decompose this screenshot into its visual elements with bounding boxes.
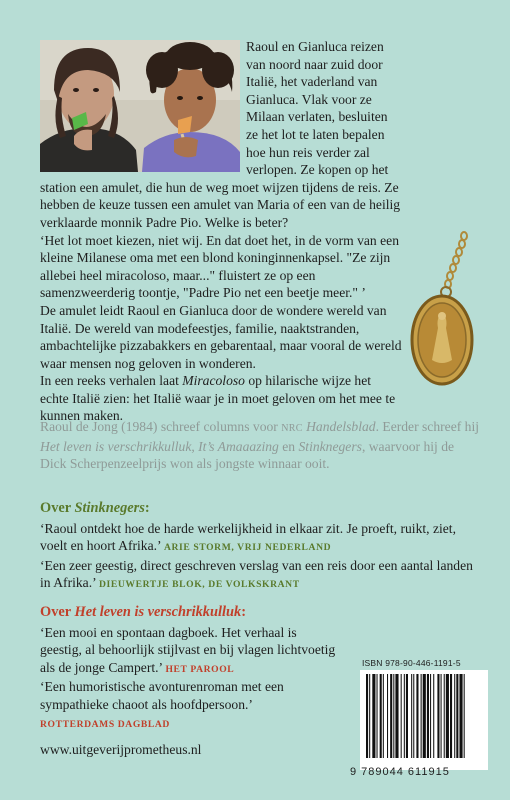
review-source: DIEUWERTJE BLOK, DE VOLKSKRANT	[99, 579, 300, 591]
author-bio-nrc: NRC	[281, 423, 303, 434]
barcode-bar	[366, 674, 368, 758]
review-title-book: Het leven is verschrikkulluk	[74, 604, 242, 620]
review-quote-3	[40, 624, 340, 679]
barcode-bar	[387, 674, 388, 758]
barcode-bar	[411, 674, 412, 758]
blurb-p4-italic: Miracoloso	[182, 373, 245, 389]
barcode-bar	[427, 674, 429, 758]
barcode-bar	[459, 674, 462, 758]
barcode-icon	[360, 670, 488, 766]
author-bio-handelsblad: Handelsblad	[302, 419, 376, 434]
barcode-bar	[430, 674, 431, 758]
author-bio-book-2: It’s Amaaazing	[198, 438, 279, 454]
review-title-suffix: :	[241, 604, 246, 620]
photo-spacer	[40, 38, 246, 174]
review-quote-4	[40, 678, 340, 713]
barcode-bar	[393, 674, 394, 758]
barcode-bar	[372, 674, 375, 758]
barcode-bar	[390, 674, 392, 758]
review-quote-text: ‘Een mooi en spontaan dagboek. Het verhaal is geestig, al behoorlijk stijlvast en bij vlagen lichtvoetig als de jonge Campert.’	[40, 624, 336, 675]
blurb-p4-after: op hilarische wijze het echte Italië zien: het Italië waar je in moet geloven om het mee te kunnen maken.	[40, 373, 396, 424]
review-source: ARIE STORM, VRIJ NEDERLAND	[163, 542, 332, 554]
author-bio-book-1: Het leven is verschrikkulluk	[40, 438, 192, 454]
review-source: HET PAROOL	[165, 663, 235, 675]
review-title-prefix: Over	[40, 604, 75, 620]
author-bio-text-4: en	[278, 438, 299, 454]
review-quote-text: ‘Een zeer geestig, direct geschreven verslag van een reis door een aantal landen in Afrika.’	[40, 557, 473, 591]
blurb-p4-before: In een reeks verhalen laat	[40, 373, 183, 389]
barcode-bar	[437, 674, 439, 758]
barcode-bar	[383, 674, 384, 758]
review-source: ROTTERDAMS DAGBLAD	[40, 718, 170, 730]
author-bio-text-1: Raoul de Jong (1984) schreef columns voor	[40, 419, 282, 434]
barcode-bar	[395, 674, 398, 758]
barcode-bar	[441, 674, 442, 758]
barcode-bar	[380, 674, 382, 758]
blurb-paragraph-3: De amulet leidt Raoul en Gianluca door de wondere wereld van Italië. De wereld van modefeestjes, familie, naaktstranden, ambachtelijke pizzabakkers en gebarentaal, maar vooral de wereld waar mensen nog geloven in wonderen.	[40, 302, 402, 371]
barcode-bar	[413, 674, 414, 758]
review-section-title	[40, 604, 486, 622]
review-title-suffix: :	[144, 500, 150, 516]
barcode-bar	[433, 674, 434, 758]
barcode-bar	[464, 674, 465, 758]
blurb-paragraph-2: ‘Het lot moet kiezen, niet wij. En dat doet het, in de vorm van een kleine Milanese oma met een blond koninginnenkapsel. "Ze zijn allebei heel miracoloso, maar..." fluistert ze op een samenzweerderig toontje, "Padre Pio net een beetje meer." ’	[40, 232, 399, 301]
barcode-bar	[421, 674, 422, 758]
review-title-book: Stinknegers	[74, 500, 145, 516]
review-quote-2	[40, 557, 486, 594]
author-bio-text-3: ,	[191, 438, 199, 454]
barcode-bar	[456, 674, 458, 758]
miraculous-medal-image	[402, 228, 482, 388]
isbn-label: ISBN 978-90-446-1191-5	[362, 658, 461, 668]
barcode-background	[360, 670, 488, 770]
medal-graphic	[402, 228, 482, 388]
barcode-bar	[444, 674, 445, 758]
author-bio-book-3: Stinknegers	[298, 438, 362, 454]
barcode-bar	[404, 674, 405, 758]
review-quote-1	[40, 520, 486, 557]
barcode-bar	[446, 674, 449, 758]
barcode-bar	[454, 674, 455, 758]
publisher-website: www.uitgeverijprometheus.nl	[40, 742, 202, 757]
barcode-bar	[369, 674, 370, 758]
author-bio-text-2: . Eerder schreef hij	[375, 419, 480, 434]
barcode-bar	[406, 674, 408, 758]
author-bio	[40, 418, 480, 473]
review-title-prefix: Over	[40, 500, 75, 516]
barcode-bar	[423, 674, 426, 758]
review-section-stinknegers	[40, 500, 486, 594]
blurb-paragraph-1: Raoul en Gianluca reizen van noord naar zuid door Italië, het vaderland van Gianluca. Vlak voor ze Milaan verlaten, besluiten ze het lot te laten bepalen hoe hun reis verder zal verlopen. Ze kopen op het station een amulet, die hun de weg moet wijzen tijdens de reis. Ze hebben de keuze tussen een amulet van Maria of een van de heilig verklaarde monnik Padre Pio. Welke is beter?	[40, 39, 401, 230]
barcode-bar	[377, 674, 378, 758]
barcode-number: 9 789044 611915	[350, 766, 450, 778]
barcode-bar	[401, 674, 402, 758]
review-quote-text: ‘Een humoristische avonturenroman met een sympathieke chaoot als hoofdpersoon.’	[40, 679, 284, 712]
author-bio-text-5: , waarvoor hij de Dick Scherpenzeelprijs won als jongste winnaar ooit.	[40, 438, 455, 472]
review-section-title	[40, 500, 486, 518]
barcode-bar	[416, 674, 418, 758]
barcode-bar	[450, 674, 452, 758]
review-quote-text: ‘Raoul ontdekt hoe de harde werkelijkheid in elkaar zit. Je proeft, ruikt, ziet, voelt en hoort Afrika.’	[40, 520, 456, 554]
